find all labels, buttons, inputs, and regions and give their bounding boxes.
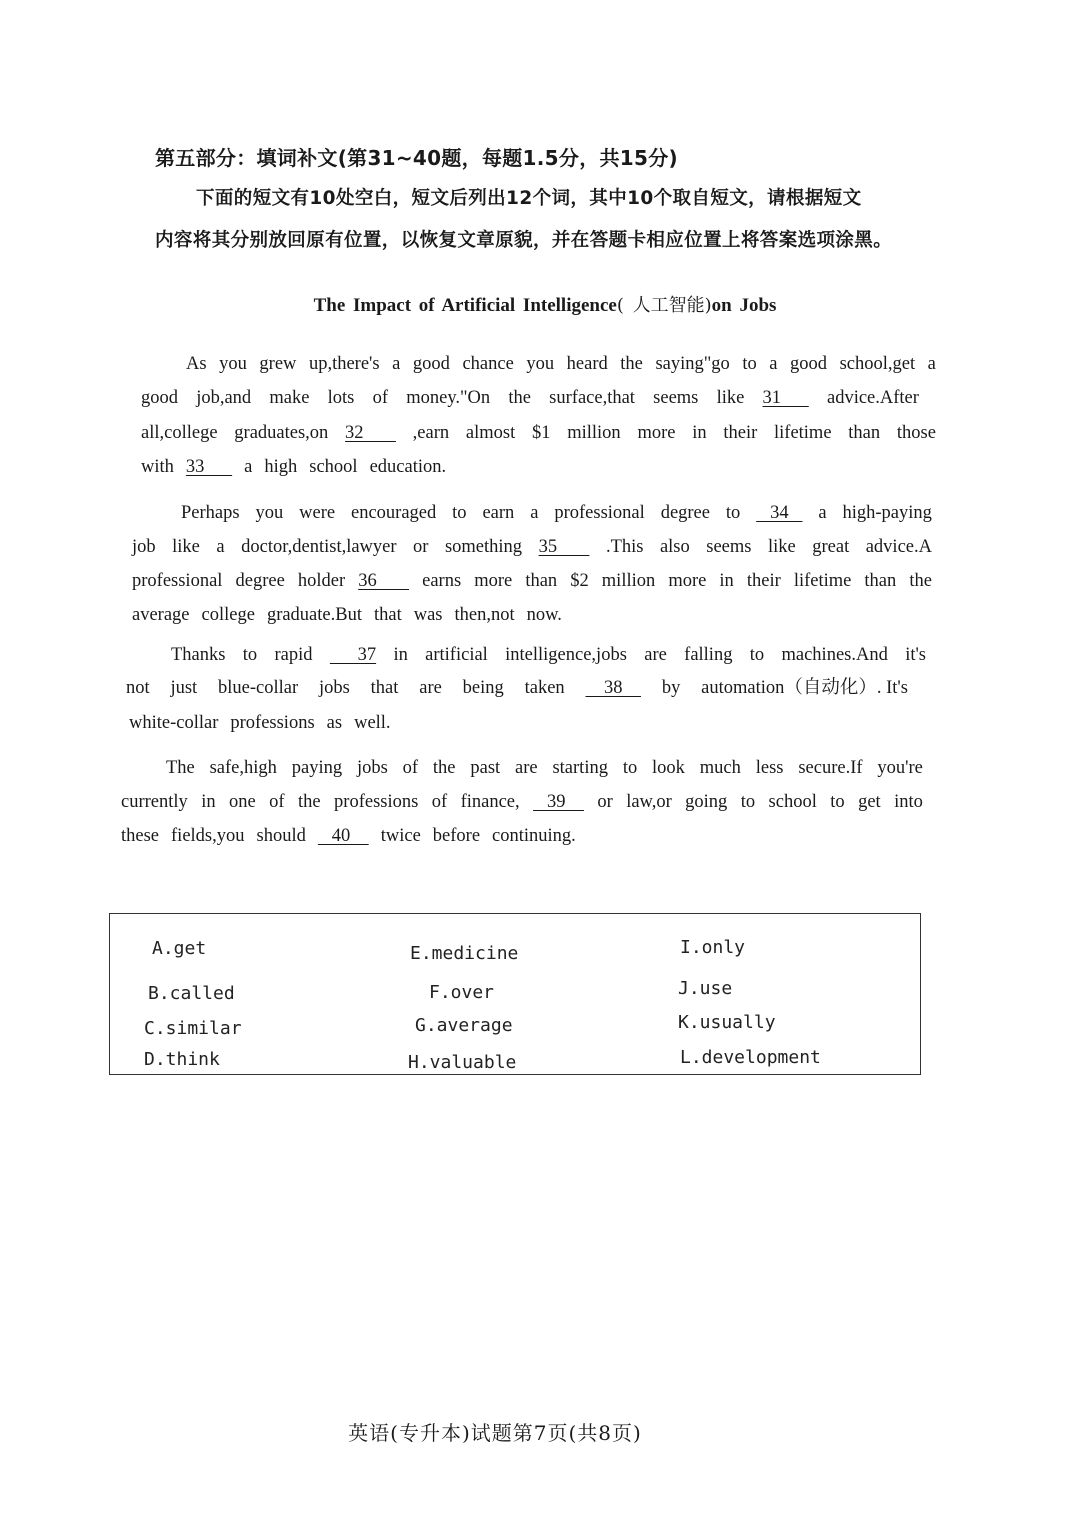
word: to bbox=[830, 792, 845, 812]
word: saying"go bbox=[655, 354, 730, 374]
word: graduate.But bbox=[266, 605, 362, 625]
word: to bbox=[452, 503, 467, 523]
word: advice.After bbox=[826, 388, 919, 408]
word: to bbox=[622, 758, 638, 778]
word: graduates,on bbox=[234, 423, 329, 443]
paragraph-4-line-1 bbox=[166, 757, 923, 779]
word: something bbox=[444, 537, 523, 557]
option-c: C.similar bbox=[144, 1018, 242, 1039]
word: million bbox=[601, 571, 656, 591]
word: taken bbox=[524, 678, 565, 698]
word: job,and bbox=[196, 388, 252, 408]
word: of bbox=[372, 388, 389, 408]
word: those bbox=[896, 423, 936, 443]
word: like bbox=[172, 537, 200, 557]
word: advice.A bbox=[865, 537, 932, 557]
paragraph-1-line-3 bbox=[141, 422, 936, 444]
word: or bbox=[597, 792, 613, 812]
word: job bbox=[132, 537, 156, 557]
word: then,not bbox=[454, 605, 515, 625]
word: by bbox=[661, 678, 681, 698]
word: professions bbox=[230, 713, 315, 733]
word: more bbox=[474, 571, 513, 591]
word: was bbox=[413, 605, 443, 625]
word: it's bbox=[905, 645, 926, 665]
word: a bbox=[818, 503, 827, 523]
word: degree bbox=[660, 503, 710, 523]
word: should bbox=[256, 826, 306, 846]
word: to bbox=[242, 645, 258, 665]
word: professions bbox=[334, 792, 419, 812]
word: up,there's bbox=[308, 354, 380, 374]
word: that bbox=[373, 605, 402, 625]
word: the bbox=[508, 388, 531, 408]
word: lifetime bbox=[793, 571, 852, 591]
paragraph-2-line-4 bbox=[132, 604, 574, 626]
word: seems bbox=[653, 388, 699, 408]
word: more bbox=[637, 423, 676, 443]
paragraph-4-line-3 bbox=[121, 825, 588, 847]
word: like bbox=[716, 388, 745, 408]
paragraph-3-line-1 bbox=[171, 644, 926, 666]
instruction-line-2: 内容将其分别放回原有位置，以恢复文章原貌，并在答题卡相应位置上将答案选项涂黑。 bbox=[155, 230, 893, 251]
option-i: I.only bbox=[680, 937, 746, 958]
word: their bbox=[746, 571, 781, 591]
word: professional bbox=[554, 503, 645, 523]
word: school bbox=[768, 792, 817, 812]
word: in bbox=[201, 792, 216, 812]
word: than bbox=[848, 423, 881, 443]
word: safe,high bbox=[209, 758, 277, 778]
word: average bbox=[132, 605, 190, 625]
option-d: D.think bbox=[144, 1049, 220, 1070]
word: a bbox=[769, 354, 778, 374]
word: just bbox=[170, 678, 198, 698]
word: like bbox=[767, 537, 796, 557]
blank-38: 38 bbox=[585, 678, 641, 698]
word: almost bbox=[465, 423, 516, 443]
word: are bbox=[515, 758, 538, 778]
paragraph-1-line-4 bbox=[141, 456, 458, 478]
word: of bbox=[402, 758, 419, 778]
word: The bbox=[166, 758, 195, 778]
word: before bbox=[432, 826, 481, 846]
word: get bbox=[858, 792, 881, 812]
word: you bbox=[219, 354, 247, 374]
word: professional bbox=[132, 571, 223, 591]
word: are bbox=[644, 645, 667, 665]
option-f: F.over bbox=[429, 982, 495, 1003]
word: much bbox=[699, 758, 741, 778]
word: college bbox=[201, 605, 255, 625]
word: are bbox=[419, 678, 442, 698]
word: secure.If bbox=[798, 758, 863, 778]
option-l: L.development bbox=[680, 1047, 821, 1068]
option-g: G.average bbox=[415, 1015, 513, 1036]
word: with bbox=[141, 457, 174, 477]
word: high bbox=[264, 457, 298, 477]
word: earn bbox=[482, 503, 515, 523]
word: ,earn bbox=[412, 423, 450, 443]
word: earns bbox=[422, 571, 462, 591]
word: one bbox=[229, 792, 256, 812]
word: white-collar bbox=[129, 713, 219, 733]
word: automation（自动化）. It's bbox=[701, 678, 908, 698]
word: falling bbox=[684, 645, 733, 665]
word: surface,that bbox=[549, 388, 635, 408]
word: school bbox=[309, 457, 358, 477]
word: going bbox=[685, 792, 728, 812]
word: intelligence,jobs bbox=[505, 645, 627, 665]
word: you're bbox=[877, 758, 923, 778]
word: finance, bbox=[460, 792, 520, 812]
word: than bbox=[864, 571, 897, 591]
word: good bbox=[412, 354, 450, 374]
word: school,get bbox=[839, 354, 916, 374]
word: now. bbox=[526, 605, 562, 625]
word: look bbox=[652, 758, 685, 778]
word: well. bbox=[354, 713, 391, 733]
word: than bbox=[525, 571, 558, 591]
word: a bbox=[927, 354, 936, 374]
word: good bbox=[141, 388, 178, 408]
paragraph-3-line-2 bbox=[126, 677, 908, 699]
word: jobs bbox=[318, 678, 350, 698]
paragraph-2-line-2 bbox=[132, 536, 932, 558]
word: doctor,dentist,lawyer bbox=[241, 537, 397, 557]
word: seems bbox=[706, 537, 752, 557]
word: a bbox=[244, 457, 253, 477]
word: heard bbox=[566, 354, 608, 374]
paragraph-2-line-3 bbox=[132, 570, 932, 592]
word: less bbox=[755, 758, 784, 778]
word: all,college bbox=[141, 423, 218, 443]
word: Thanks bbox=[171, 645, 226, 665]
word: jobs bbox=[356, 758, 388, 778]
word: good bbox=[790, 354, 828, 374]
blank-32: 32 bbox=[345, 423, 396, 443]
word: in bbox=[719, 571, 734, 591]
blank-35: 35 bbox=[538, 537, 590, 557]
word: you bbox=[526, 354, 555, 374]
word: grew bbox=[259, 354, 297, 374]
blank-37: 37 bbox=[329, 645, 377, 665]
word: the bbox=[909, 571, 932, 591]
word: you bbox=[255, 503, 284, 523]
word: the bbox=[620, 354, 643, 374]
blank-33: 33 bbox=[185, 457, 233, 477]
word: that bbox=[370, 678, 399, 698]
word: these bbox=[121, 826, 160, 846]
word: of bbox=[269, 792, 285, 812]
paragraph-4-line-2 bbox=[121, 791, 923, 813]
page-footer: 英语(专升本)试题第7页(共8页) bbox=[348, 1421, 642, 1445]
word: encouraged bbox=[351, 503, 437, 523]
word: $2 bbox=[570, 571, 589, 591]
word: in bbox=[692, 423, 707, 443]
blank-36: 36 bbox=[358, 571, 410, 591]
instruction-line-1: 下面的短文有10处空白，短文后列出12个词，其中10个取自短文，请根据短文 bbox=[196, 188, 862, 209]
article-title-cn: ( 人工智能) bbox=[616, 295, 712, 316]
word: high-paying bbox=[842, 503, 932, 523]
word: in bbox=[393, 645, 408, 665]
word: law,or bbox=[626, 792, 672, 812]
word: starting bbox=[552, 758, 608, 778]
article-title bbox=[0, 291, 1080, 317]
word: or bbox=[413, 537, 429, 557]
word: the bbox=[298, 792, 321, 812]
word: fields,you bbox=[171, 826, 245, 846]
word: to bbox=[749, 645, 765, 665]
word: not bbox=[126, 678, 150, 698]
word: .This bbox=[605, 537, 644, 557]
word: a bbox=[530, 503, 539, 523]
word: of bbox=[431, 792, 448, 812]
word: chance bbox=[462, 354, 514, 374]
paragraph-1-line-2 bbox=[141, 387, 919, 409]
option-j: J.use bbox=[678, 978, 733, 999]
word: paying bbox=[291, 758, 343, 778]
word: more bbox=[668, 571, 707, 591]
word: lifetime bbox=[774, 423, 832, 443]
word: continuing. bbox=[492, 826, 576, 846]
word: were bbox=[299, 503, 336, 523]
word: to bbox=[742, 354, 757, 374]
paragraph-1-line-1 bbox=[186, 353, 936, 375]
word: great bbox=[812, 537, 850, 557]
word: machines.And bbox=[781, 645, 888, 665]
blank-39: 39 bbox=[533, 792, 584, 812]
section-heading: 第五部分：填词补文(第31~40题，每题1.5分，共15分) bbox=[155, 146, 678, 170]
word: a bbox=[392, 354, 401, 374]
word: degree bbox=[235, 571, 285, 591]
word: make bbox=[269, 388, 310, 408]
option-k: K.usually bbox=[678, 1012, 776, 1033]
word: education. bbox=[369, 457, 447, 477]
word: rapid bbox=[274, 645, 313, 665]
article-title-en-2: on Jobs bbox=[711, 295, 777, 316]
word: also bbox=[659, 537, 690, 557]
word: $1 bbox=[531, 423, 551, 443]
word: holder bbox=[297, 571, 346, 591]
word: million bbox=[567, 423, 621, 443]
word: the bbox=[432, 758, 456, 778]
option-h: H.valuable bbox=[408, 1052, 517, 1073]
word: blue-collar bbox=[218, 678, 299, 698]
word: past bbox=[470, 758, 501, 778]
word: As bbox=[186, 354, 207, 374]
word: into bbox=[894, 792, 923, 812]
word: to bbox=[740, 792, 756, 812]
word: currently bbox=[121, 792, 188, 812]
word: their bbox=[723, 423, 758, 443]
word: artificial bbox=[425, 645, 488, 665]
paragraph-2-line-1 bbox=[181, 502, 932, 524]
option-a: A.get bbox=[152, 938, 207, 959]
word: twice bbox=[380, 826, 421, 846]
word: as bbox=[326, 713, 343, 733]
article-title-en-1: The Impact of Artificial Intelligence bbox=[313, 295, 617, 316]
word: Perhaps bbox=[181, 503, 240, 523]
blank-34: 34 bbox=[756, 503, 803, 523]
word: being bbox=[462, 678, 504, 698]
blank-31: 31 bbox=[762, 388, 809, 408]
option-b: B.called bbox=[148, 983, 235, 1004]
word: a bbox=[216, 537, 225, 557]
word: lots bbox=[327, 388, 355, 408]
word: to bbox=[725, 503, 741, 523]
option-e: E.medicine bbox=[410, 943, 519, 964]
blank-40: 40 bbox=[317, 826, 369, 846]
paragraph-3-line-3 bbox=[129, 712, 403, 734]
word: money."On bbox=[406, 388, 491, 408]
